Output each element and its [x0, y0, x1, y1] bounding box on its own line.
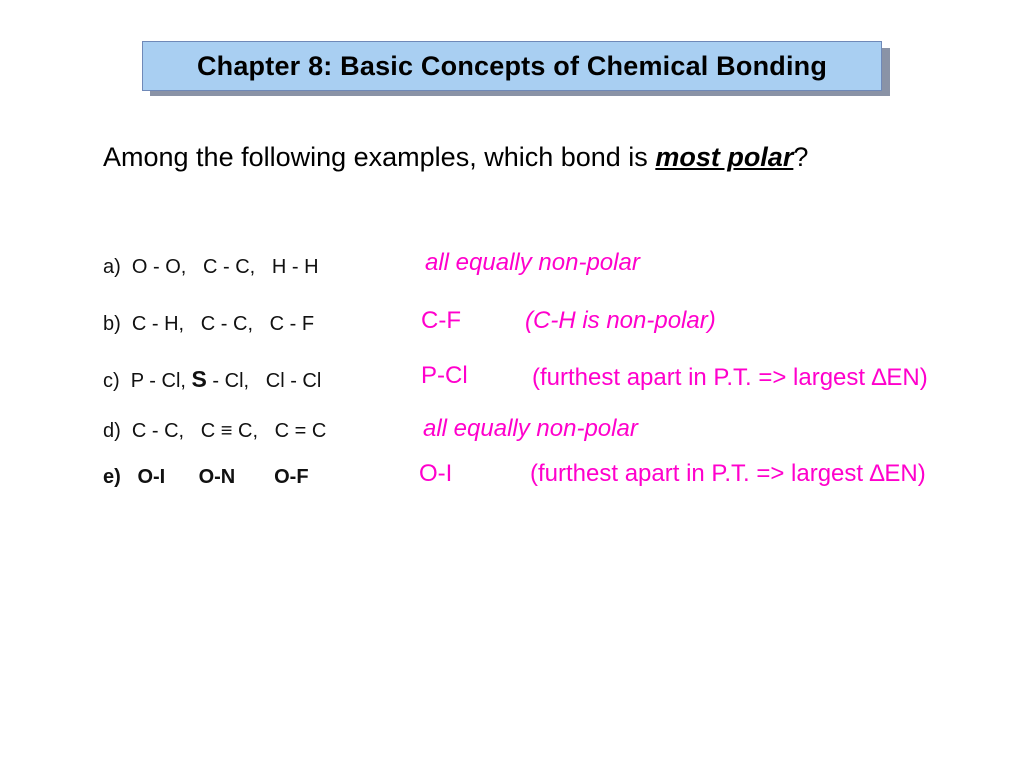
question-emphasis: most polar — [655, 142, 794, 172]
question — [103, 142, 808, 173]
answer-d: all equally non-polar — [423, 415, 638, 442]
option-b: b) C - H, C - C, C - F — [103, 313, 315, 335]
question-prefix: Among the following examples, which bond is — [103, 142, 656, 172]
option-a: a) O - O, C - C, H - H — [103, 256, 319, 278]
option-c — [103, 366, 321, 393]
answer-e-main: O-I — [419, 460, 453, 487]
answer-a: all equally non-polar — [425, 249, 640, 276]
option-c-part2: - Cl, Cl - Cl — [206, 370, 322, 392]
option-d: d) C - C, C ≡ C, C = C — [103, 420, 327, 442]
answer-e-note: (furthest apart in P.T. => largest ∆EN) — [530, 460, 926, 487]
option-c-s: S — [191, 366, 207, 392]
answer-c-main: P-Cl — [421, 362, 468, 389]
answer-b-main: C-F — [421, 307, 461, 334]
slide-title-text: Chapter 8: Basic Concepts of Chemical Bonding — [196, 50, 828, 81]
slide-title — [142, 41, 882, 91]
question-suffix: ? — [793, 142, 809, 172]
option-c-part1: c) P - Cl, — [103, 370, 192, 392]
option-e: e) O-I O-N O-F — [103, 466, 309, 488]
answer-c-note: (furthest apart in P.T. => largest ∆EN) — [532, 364, 928, 391]
answer-b-note: (C-H is non-polar) — [525, 307, 716, 334]
